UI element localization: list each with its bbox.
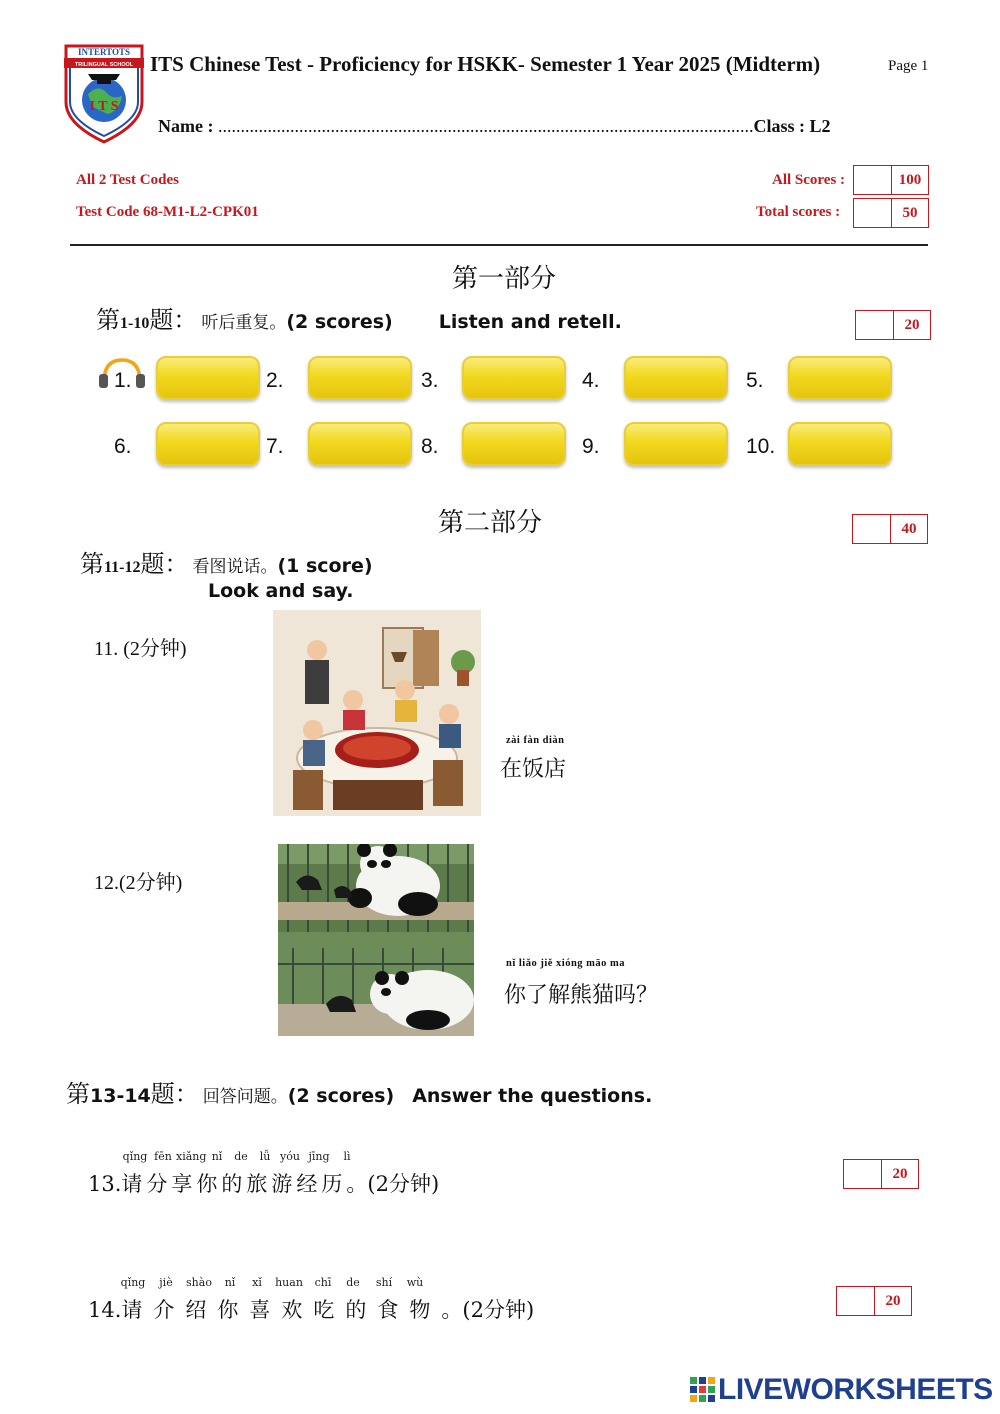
q11-12-instruction-en: Look and say. [208,580,354,602]
score-value: 20 [904,316,920,333]
q14-question: 14.请介绍你喜欢吃的食物。(2分钟) [88,1298,535,1322]
header-divider [70,244,928,246]
logo-text-top: INTERTOTS [77,47,131,57]
logo-letters: I T S [89,99,119,114]
answer-box-2[interactable] [308,356,412,400]
answer-label-8: 8. [421,435,439,458]
part2-heading: 第二部分 [438,508,543,538]
score-input-cell[interactable] [856,311,894,339]
liveworksheets-watermark [690,1374,993,1406]
q11-caption: 在饭店 [500,757,567,782]
all-scores-box [853,165,929,195]
part1-score-box [855,310,931,340]
answer-label-5: 5. [746,369,764,392]
answer-box-1[interactable] [156,356,260,400]
q11-pinyin: zài fàn diàn [506,735,565,746]
test-title: ITS Chinese Test - Proficiency for HSKK- Semester 1 Year 2025 (Midterm) [150,52,821,76]
q13-question: 13.请分享你的旅游经历。(2分钟) [88,1172,440,1196]
name-label: Name : [158,116,218,136]
q12-caption: 你了解熊猫吗？ [504,983,659,1008]
q1-10-instruction: 第1-10题： 听后重复。(2 scores) Listen and retell. [96,306,622,334]
q13-pinyin: qǐng fēn xiǎng nǐ de lǚ yóu jīng lì [122,1150,351,1163]
q13-score-box [843,1159,919,1189]
score-input-cell[interactable] [854,166,892,194]
q12-label: 12.(2分钟) [94,872,183,894]
answer-box-4[interactable] [624,356,728,400]
part1-heading: 第一部分 [452,264,557,294]
score-value: 40 [901,520,917,537]
score-input-cell[interactable] [844,1160,882,1188]
score-value: 100 [898,171,922,188]
score-input-cell[interactable] [854,199,892,227]
logo-text-band: TRILINGUAL SCHOOL [74,62,134,68]
watermark-text: LIVEWORKSHEETS [718,1373,993,1406]
page-number: Page 1 [888,58,929,74]
q14-score-box [836,1286,912,1316]
answer-label-6: 6. [114,435,132,458]
panda-image [278,844,474,1036]
answer-box-5[interactable] [788,356,892,400]
score-value: 50 [902,204,918,221]
answer-box-6[interactable] [156,422,260,466]
answer-label-10: 10. [746,435,776,458]
test-code-label: Test Code 68-M1-L2-CPK01 [76,204,259,220]
score-input-cell[interactable] [853,515,891,543]
score-value: 20 [892,1165,908,1182]
answer-label-1: 1. [114,369,132,392]
answer-box-9[interactable] [624,422,728,466]
total-scores-box [853,198,929,228]
school-logo [62,44,146,144]
answer-label-7: 7. [266,435,284,458]
class-label: Class : L2 [753,116,831,136]
answer-box-8[interactable] [462,422,566,466]
name-class-line [158,116,831,137]
name-field[interactable]: ....................................................................................................................... [217,116,754,136]
answer-box-3[interactable] [462,356,566,400]
q12-pinyin: nǐ liǎo jiě xióng māo ma [506,958,626,969]
answer-label-2: 2. [266,369,284,392]
restaurant-hotpot-image [273,610,481,816]
score-input-cell[interactable] [837,1287,875,1315]
q13-14-instruction: 第13-14题： 回答问题。(2 scores) Answer the questions. [66,1080,653,1108]
q11-12-instruction: 第11-12题： 看图说话。(1 score) [80,550,373,578]
answer-label-4: 4. [582,369,600,392]
answer-box-10[interactable] [788,422,892,466]
total-scores-label: Total scores : [756,204,841,220]
q11-label: 11. (2分钟) [94,638,187,660]
all-scores-label: All Scores : [772,172,846,188]
answer-box-7[interactable] [308,422,412,466]
answer-label-9: 9. [582,435,600,458]
part2-score-box [852,514,928,544]
answer-label-3: 3. [421,369,439,392]
score-value: 20 [885,1292,901,1309]
test-codes-label: All 2 Test Codes [76,172,179,188]
liveworksheets-logo-icon [690,1377,716,1403]
q14-pinyin: qǐng jiè shào nǐ xǐ huan chī de shí wù [120,1276,424,1289]
